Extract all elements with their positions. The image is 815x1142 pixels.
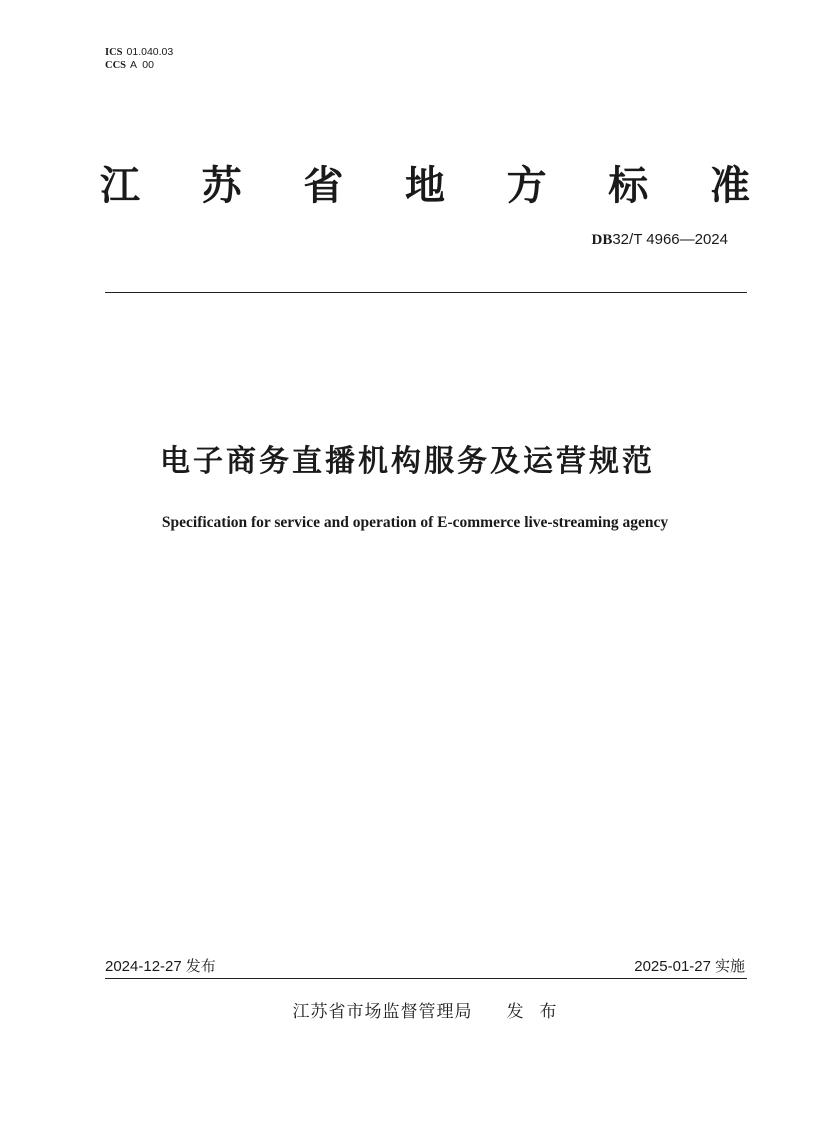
standard-type-char: 标 [608, 163, 649, 209]
standard-type-char: 江 [100, 163, 140, 209]
standard-type-heading [100, 158, 750, 214]
standard-type-char: 地 [404, 163, 445, 209]
issue-date-label: 发布 [185, 957, 216, 975]
ics-row [105, 46, 173, 59]
classification-codes [105, 46, 173, 72]
ccs-label: CCS [105, 60, 127, 71]
standard-number-prefix: DB [591, 232, 613, 248]
standard-type-char: 方 [506, 163, 547, 209]
publisher-org: 江苏省市场监督管理局 [292, 1002, 473, 1022]
issue-date-value: 2024-12-27 [105, 958, 182, 975]
ics-label: ICS [105, 47, 123, 58]
implementation-date-value: 2025-01-27 [634, 958, 711, 975]
implementation-date-label: 实施 [714, 957, 745, 975]
publisher-action: 发布 [506, 1002, 573, 1022]
standard-type-char: 省 [303, 163, 344, 209]
document-title-en: Specification for service and operation of E-commerce live-streaming agency [161, 514, 669, 531]
publisher-line [0, 1000, 815, 1024]
issue-date [105, 955, 216, 978]
standard-type-char: 准 [709, 163, 750, 209]
standard-number-code: 32/T 4966—2024 [612, 231, 728, 248]
bottom-divider [105, 978, 747, 979]
ccs-row [105, 59, 173, 72]
top-divider [105, 292, 747, 293]
implementation-date [634, 955, 745, 978]
ccs-value: A 00 [130, 59, 154, 71]
standard-type-char: 苏 [201, 163, 242, 209]
standard-number [592, 229, 729, 250]
ics-value: 01.040.03 [126, 46, 174, 58]
document-title-zh: 电子商务直播机构服务及运营规范 [160, 444, 655, 479]
